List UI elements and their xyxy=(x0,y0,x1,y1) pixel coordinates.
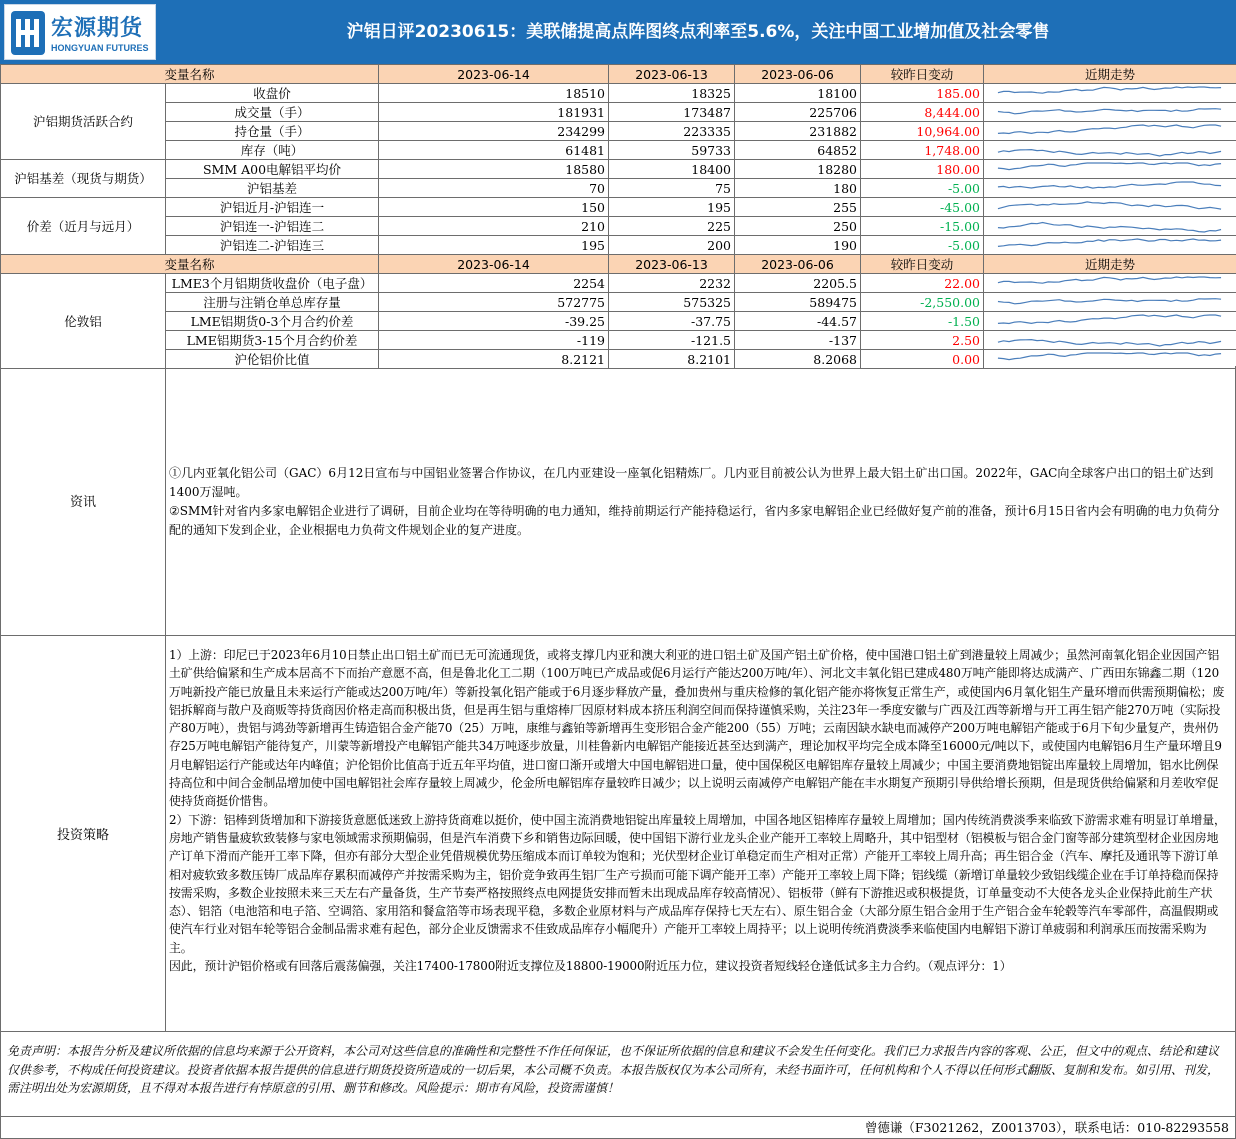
header-date: 2023-06-13 xyxy=(609,65,735,84)
value-cell: 250 xyxy=(735,217,861,236)
variable-name: 成交量（手） xyxy=(166,103,379,122)
table-row xyxy=(1,274,1236,293)
sparkline-chart xyxy=(984,179,1236,197)
header-change: 较昨日变动 xyxy=(861,65,984,84)
sparkline-chart xyxy=(984,122,1236,140)
value-cell: 8.2068 xyxy=(735,350,861,369)
table-row xyxy=(1,122,1236,141)
variable-name: LME铝期货3-15个月合约价差 xyxy=(166,331,379,350)
strategy-upstream: 1）上游：印尼已于2023年6月10日禁止出口铝土矿而已无可流通现货，或将支撑几内亚和澳大利亚的进口铝土矿及国产铝土矿价格，使中国港口铝土矿到港量较上周减少；虽然河南氧化铝企业因国产铝土矿供给偏紧和生产成本居高不下而抬产意愿不高，但是鲁北化工二期（100万吨已产成品或促6月运行产能达200万吨/年）、河北文丰氧化铝已建成480万吨产能即将达成满产、广西田东锦鑫二期（120万吨新投产能已放量且未来运行产能或达200万吨/年）等新投氧化铝产能或于6月逐步释放产量，叠加贵州与重庆检修的氧化铝产能亦将恢复正常生产，或使国内6月氧化铝生产量环增而供需预期偏松；废铝拆解商与散户及商贩等持货商因价格走高而积极出货，但是再生铝与重熔棒厂因原材料成本挤压利润空间而保持谨慎采购，关注23年一季度安徽与广西及江西等新增与开工再生铝产能270万吨（实际投产80万吨），贵铝与鸿劲等新增再生铸造铝合金产能70（25）万吨，康维与鑫铂等新增再生变形铝合金产能200（55）万吨；云南因缺水缺电而减停产200万吨电解铝产能或于6月下旬少量复产，贵州仍存25万吨电解铝产能待复产，川蒙等新增投产电解铝产能共34万吨逐步放量，川桂鲁新内电解铝产能接近甚至达到满产，理论加权平均完全成本降至16000元/吨以下，或使国内电解铝6月生产量环增且9月电解铝运行产能或达年内峰值；沪伦铝价比值高于近五年平均值，进口窗口渐开或增大中国电解铝进口量，使中国保税区电解铝库存量较上周减少；中国主要消费地铝锭出库量较上周增加，铝水比例保持高位和中间合金制品增加使中国电解铝社会库存量较上周减少，伦金所电解铝库存量较昨日减少；以上说明云南减停产电解铝产能在丰水期复产预期引导供给增长预期，但是现货供给偏紧和月差收窄促使持货商挺价惜售。 xyxy=(169,648,1225,809)
sparkline-chart xyxy=(984,312,1236,330)
trend-sparkline xyxy=(984,84,1236,103)
table-row xyxy=(1,312,1236,331)
value-cell: 255 xyxy=(735,198,861,217)
value-cell: 18280 xyxy=(735,160,861,179)
sparkline-line xyxy=(998,315,1221,324)
value-cell: 225706 xyxy=(735,103,861,122)
value-cell: 2232 xyxy=(609,274,735,293)
data-table xyxy=(0,64,1236,369)
change-cell: -1.50 xyxy=(861,312,984,331)
value-cell: 575325 xyxy=(609,293,735,312)
value-cell: 70 xyxy=(379,179,609,198)
value-cell: 223335 xyxy=(609,122,735,141)
value-cell: 18580 xyxy=(379,160,609,179)
sparkline-line xyxy=(998,353,1221,360)
company-logo xyxy=(4,4,156,60)
table-row xyxy=(1,293,1236,312)
header-date: 2023-06-14 xyxy=(379,65,609,84)
sparkline-line xyxy=(998,299,1221,304)
group-label: 伦敦铝 xyxy=(1,274,166,369)
change-cell: -45.00 xyxy=(861,198,984,217)
logo-chinese-name: 宏源期货 xyxy=(51,16,144,41)
group-label: 沪铝基差（现货与期货） xyxy=(1,160,166,198)
sparkline-line xyxy=(998,163,1221,170)
header-trend: 近期走势 xyxy=(984,255,1236,274)
strategy-section xyxy=(0,636,1236,1032)
value-cell: 572775 xyxy=(379,293,609,312)
value-cell: -39.25 xyxy=(379,312,609,331)
variable-name: 沪伦铝价比值 xyxy=(166,350,379,369)
trend-sparkline xyxy=(984,198,1236,217)
sparkline-chart xyxy=(984,236,1236,254)
value-cell: 61481 xyxy=(379,141,609,160)
variable-name: 沪铝基差 xyxy=(166,179,379,198)
report-title: 沪铝日评20230615：美联储提高点阵图终点利率至5.6%，关注中国工业增加值及社会零售 xyxy=(346,22,1050,42)
header-change: 较昨日变动 xyxy=(861,255,984,274)
value-cell: -37.75 xyxy=(609,312,735,331)
sparkline-line xyxy=(998,239,1221,246)
trend-sparkline xyxy=(984,236,1236,255)
sparkline-chart xyxy=(984,331,1236,349)
change-cell: 1,748.00 xyxy=(861,141,984,160)
sparkline-line xyxy=(998,223,1221,233)
value-cell: 210 xyxy=(379,217,609,236)
sparkline-chart xyxy=(984,198,1236,216)
table-row xyxy=(1,198,1236,217)
sparkline-chart xyxy=(984,293,1236,311)
variable-name: 库存（吨） xyxy=(166,141,379,160)
header-trend: 近期走势 xyxy=(984,65,1236,84)
logo-mark-icon xyxy=(11,11,45,55)
change-cell: 22.00 xyxy=(861,274,984,293)
change-cell: 180.00 xyxy=(861,160,984,179)
disclaimer: 免责声明：本报告分析及建议所依据的信息均来源于公开资料，本公司对这些信息的准确性和完整性不作任何保证，也不保证所依据的信息和建议不会发生任何变化。我们已力求报告内容的客观、公正，但文中的观点、结论和建议仅供参考，不构成任何投资建议。投资者依据本报告提供的信息进行期货投资所造成的一切后果，本公司概不负责。本报告版权仅为本公司所有，未经书面许可，任何机构和个人不得以任何形式翻版、复制和发布。如引用、刊发，需注明出处为宏源期货，且不得对本报告进行有悖原意的引用、删节和修改。风险提示：期市有风险，投资需谨慎！ xyxy=(0,1032,1236,1117)
strategy-label: 投资策略 xyxy=(1,636,166,1031)
value-cell: -119 xyxy=(379,331,609,350)
variable-name: LME3个月铝期货收盘价（电子盘） xyxy=(166,274,379,293)
header-date: 2023-06-14 xyxy=(379,255,609,274)
sparkline-line xyxy=(998,202,1221,209)
value-cell: 181931 xyxy=(379,103,609,122)
value-cell: 64852 xyxy=(735,141,861,160)
change-cell: -5.00 xyxy=(861,236,984,255)
variable-name: LME铝期货0-3个月合约价差 xyxy=(166,312,379,331)
value-cell: 200 xyxy=(609,236,735,255)
sparkline-line xyxy=(998,125,1221,134)
table-row xyxy=(1,103,1236,122)
sparkline-line xyxy=(998,150,1221,156)
trend-sparkline xyxy=(984,312,1236,331)
sparkline-chart xyxy=(984,160,1236,178)
strategy-conclusion: 因此，预计沪铝价格或有回落后震荡偏强，关注17400-17800附近支撑位及18800-19000附近压力位，建议投资者短线轻仓逢低试多主力合约。（观点评分：1） xyxy=(169,959,1012,974)
trend-sparkline xyxy=(984,274,1236,293)
trend-sparkline xyxy=(984,122,1236,141)
news-text xyxy=(169,464,1229,540)
table-header-row xyxy=(1,255,1236,274)
news-item: ②SMM针对省内多家电解铝企业进行了调研，目前企业均在等待明确的电力通知，维持前期运行产能持稳运行，省内多家电解铝企业已经做好复产前的准备，预计6月15日省内会有明确的电力负荷分配的通知下发到企业，企业根据电力负荷文件规划企业的复产进度。 xyxy=(169,504,1220,537)
value-cell: 234299 xyxy=(379,122,609,141)
table-header-row xyxy=(1,65,1236,84)
news-item: ①几内亚氧化铝公司（GAC）6月12日宣布与中国铝业签署合作协议，在几内亚建设一座氧化铝精炼厂。几内亚目前被公认为世界上最大铝土矿出口国。2022年，GAC向全球客户出口的铝土矿达到1400万湿吨。 xyxy=(169,466,1214,499)
header-variable-name: 变量名称 xyxy=(1,255,379,274)
strategy-downstream: 2）下游：铝棒到货增加和下游接货意愿低迷致上游持货商难以挺价，使中国主流消费地铝锭出库量较上周增加，中国各地区铝棒库存量较上周增加；国内传统消费淡季来临致下游需求难有明显订单增量，房地产销售量疲软致装修与家电领域需求预期偏弱，但是汽车消费下乡和销售边际回暖，使中国铝下游行业龙头企业产能开工率较上周略升，其中铝型材（铝模板与铝合金门窗等部分建筑型材企业因房地产订单下滑而产能开工率下降，但亦有部分大型企业凭借规模优势压缩成本而订单较为饱和；光伏型材企业订单稳定而生产相对正常）产能开工率较上周升高；再生铝合金（汽车、摩托及通讯等下游订单相对疲软致多数压铸厂成品库存累积而减停产并按需采购为主，铝价竞争致再生铝厂生产亏损而可能下调产能开工率）产能开工率较上周下降；铝线缆（新增订单量较少致铝线缆企业在手订单持稳而保持按需采购，多数企业按照未来三天左右产量备货，生产节奏严格按照终点电网提货安排而暂未出现成品库存较高情况）、铝板带（鲜有下游推迟或积极提货，订单量变动不大使各龙头企业保持此前生产状态）、铝箔（电池箔和电子箔、空调箔、家用箔和餐盒箔等市场表现平稳，多数企业原材料与产成品库存保持七天左右）、原生铝合金（大部分原生铝合金用于生产铝合金车轮毂等汽车零部件，高温假期或使汽车行业对铝车轮等铝合金制品需求难有起色，部分企业反馈需求不佳致成品库存小幅爬升）产能开工率较上周持平；以上说明传统消费淡季来临使国内电解铝下游订单疲弱和利润承压而按需采购为主。 xyxy=(169,812,1226,955)
group-label: 沪铝期货活跃合约 xyxy=(1,84,166,160)
value-cell: 225 xyxy=(609,217,735,236)
sparkline-line xyxy=(998,87,1221,93)
header-date: 2023-06-13 xyxy=(609,255,735,274)
trend-sparkline xyxy=(984,217,1236,236)
sparkline-line xyxy=(998,182,1221,188)
variable-name: 注册与注销仓单总库存量 xyxy=(166,293,379,312)
table-row xyxy=(1,217,1236,236)
change-cell: 8,444.00 xyxy=(861,103,984,122)
change-cell: 185.00 xyxy=(861,84,984,103)
value-cell: 18400 xyxy=(609,160,735,179)
variable-name: 收盘价 xyxy=(166,84,379,103)
trend-sparkline xyxy=(984,103,1236,122)
variable-name: 沪铝连二-沪铝连三 xyxy=(166,236,379,255)
sparkline-chart xyxy=(984,217,1236,235)
variable-name: 沪铝连一-沪铝连二 xyxy=(166,217,379,236)
news-label: 资讯 xyxy=(1,366,166,635)
value-cell: 18325 xyxy=(609,84,735,103)
change-cell: -2,550.00 xyxy=(861,293,984,312)
trend-sparkline xyxy=(984,141,1236,160)
value-cell: 190 xyxy=(735,236,861,255)
sparkline-line xyxy=(998,277,1221,283)
sparkline-chart xyxy=(984,274,1236,292)
variable-name: 沪铝近月-沪铝连一 xyxy=(166,198,379,217)
variable-name: SMM A00电解铝平均价 xyxy=(166,160,379,179)
value-cell: 180 xyxy=(735,179,861,198)
footer-contact: 曾德谦（F3021262，Z0013703），联系电话：010-82293558 xyxy=(0,1117,1236,1139)
change-cell: 10,964.00 xyxy=(861,122,984,141)
trend-sparkline xyxy=(984,160,1236,179)
table-row xyxy=(1,236,1236,255)
value-cell: 59733 xyxy=(609,141,735,160)
value-cell: 589475 xyxy=(735,293,861,312)
sparkline-chart xyxy=(984,141,1236,159)
value-cell: 18510 xyxy=(379,84,609,103)
value-cell: 173487 xyxy=(609,103,735,122)
value-cell: -137 xyxy=(735,331,861,350)
change-cell: -5.00 xyxy=(861,179,984,198)
value-cell: 195 xyxy=(379,236,609,255)
sparkline-line xyxy=(998,109,1221,114)
change-cell: 2.50 xyxy=(861,331,984,350)
table-row xyxy=(1,160,1236,179)
group-label: 价差（近月与远月） xyxy=(1,198,166,255)
value-cell: -44.57 xyxy=(735,312,861,331)
value-cell: 8.2101 xyxy=(609,350,735,369)
value-cell: 150 xyxy=(379,198,609,217)
table-row xyxy=(1,331,1236,350)
logo-english-name: HONGYUAN FUTURES xyxy=(51,43,149,53)
sparkline-line xyxy=(998,340,1221,346)
trend-sparkline xyxy=(984,293,1236,312)
table-row xyxy=(1,141,1236,160)
trend-sparkline xyxy=(984,331,1236,350)
value-cell: 231882 xyxy=(735,122,861,141)
value-cell: 75 xyxy=(609,179,735,198)
table-row xyxy=(1,84,1236,103)
header-variable-name: 变量名称 xyxy=(1,65,379,84)
value-cell: 195 xyxy=(609,198,735,217)
header-date: 2023-06-06 xyxy=(735,255,861,274)
sparkline-chart xyxy=(984,84,1236,102)
value-cell: 2205.5 xyxy=(735,274,861,293)
trend-sparkline xyxy=(984,179,1236,198)
value-cell: -121.5 xyxy=(609,331,735,350)
value-cell: 8.2121 xyxy=(379,350,609,369)
sparkline-chart xyxy=(984,103,1236,121)
news-section xyxy=(0,366,1236,636)
header-date: 2023-06-06 xyxy=(735,65,861,84)
report-header xyxy=(0,0,1236,64)
variable-name: 持仓量（手） xyxy=(166,122,379,141)
strategy-text xyxy=(169,646,1229,975)
change-cell: 0.00 xyxy=(861,350,984,369)
table-row xyxy=(1,179,1236,198)
value-cell: 2254 xyxy=(379,274,609,293)
value-cell: 18100 xyxy=(735,84,861,103)
change-cell: -15.00 xyxy=(861,217,984,236)
